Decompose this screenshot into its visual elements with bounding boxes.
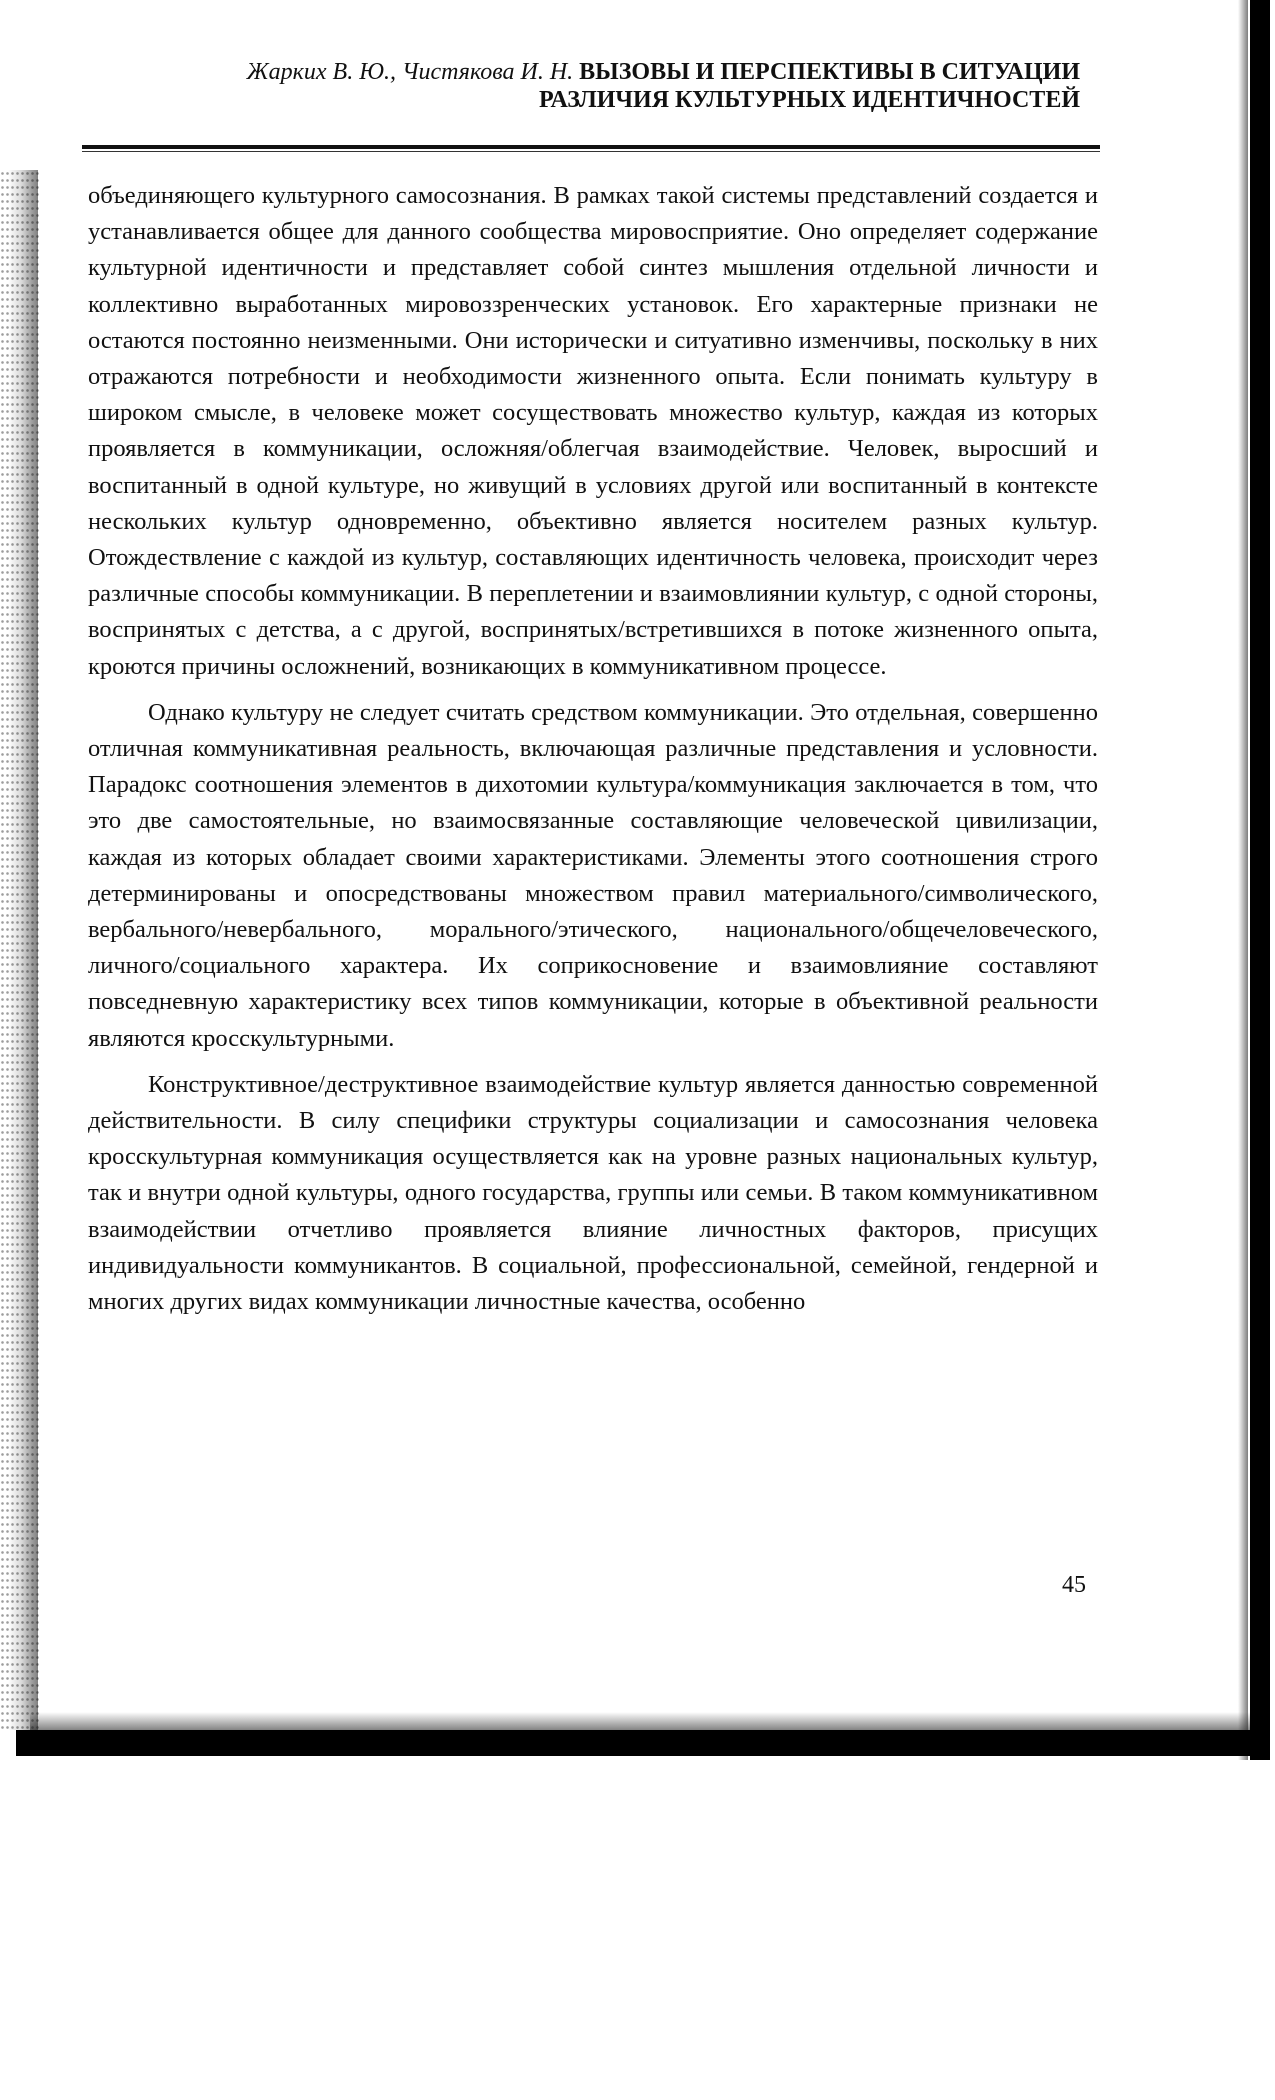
running-header bbox=[247, 58, 1080, 114]
paragraph: Конструктивное/деструктивное взаимодействие культур является данностью современной действительности. В силу специфики структуры социализации и самосознания человека кросскультурная коммуникация осуществляется как на уровне разных национальных культур, так и внутри одной культуры, одного государства, группы или семьи. В таком коммуникативном взаимодействии отчетливо проявляется влияние личностных факторов, присущих индивидуальности коммуникантов. В социальной, профессиональной, семейной, гендерной и многих других видах коммуникации личностные качества, особенно bbox=[88, 1070, 1098, 1316]
header-authors: Жарких В. Ю., Чистякова И. Н. bbox=[246, 59, 574, 85]
header-title-line-1: ВЫЗОВЫ И ПЕРСПЕКТИВЫ В СИТУАЦИИ bbox=[579, 59, 1080, 85]
header-line-1 bbox=[247, 58, 1080, 86]
header-rule bbox=[82, 145, 1100, 149]
body-text bbox=[88, 178, 1098, 1330]
paragraph: Однако культуру не следует считать средством коммуникации. Это отдельная, совершенно отличная коммуникативная реальность, включающая различные представления и условности. Парадокс соотношения элементов в дихотомии культура/коммуникация заключается в том, что это две самостоятельные, но взаимосвязанные составляющие человеческой цивилизации, каждая из которых обладает своими характеристиками. Элементы этого соотношения строго детерминированы и опосредствованы множеством правил материального/символического, вербального/невербального, морального/этического, национального/общечеловеческого, личного/социального характера. Их соприкосновение и взаимовлияние составляют повседневную характеристику всех типов коммуникации, которые в объективной реальности являются кросскультурными. bbox=[88, 698, 1098, 1052]
header-title-line-2: РАЗЛИЧИЯ КУЛЬТУРНЫХ ИДЕНТИЧНОСТЕЙ bbox=[538, 87, 1080, 113]
page-number: 45 bbox=[1062, 1572, 1086, 1598]
header-rule-thin bbox=[82, 151, 1100, 152]
scan-border-right bbox=[1250, 0, 1270, 1760]
scan-shadow-bottom bbox=[30, 1712, 1250, 1730]
scan-border-bottom bbox=[16, 1730, 1270, 1756]
scan-noise-left bbox=[0, 170, 40, 1730]
paragraph: объединяющего культурного самосознания. В рамках такой системы представлений создается и устанавливается общее для данного сообщества мировосприятие. Оно определяет содержание культурной идентичности и представляет собой синтез мышления отдельной личности и коллективно выработанных мировоззренческих установок. Его характерные признаки не остаются постоянно неизменными. Они исторически и ситуативно изменчивы, поскольку в них отражаются потребности и необходимости жизненного опыта. Если понимать культуру в широком смысле, в человеке может сосуществовать множество культур, каждая из которых проявляется в коммуникации, осложняя/облегчая взаимодействие. Человек, выросший и воспитанный в одной культуре, но живущий в условиях другой или воспитанный в контексте нескольких культур одновременно, объективно является носителем разных культур. Отождествление с каждой из культур, составляющих идентичность человека, происходит через различные способы коммуникации. В переплетении и взаимовлиянии культур, с одной стороны, воспринятых с детства, а с другой, воспринятых/встретившихся в потоке жизненного опыта, кроются причины осложнений, возникающих в коммуникативном процессе. bbox=[88, 182, 1098, 680]
scan-shadow-right bbox=[1238, 0, 1248, 1760]
